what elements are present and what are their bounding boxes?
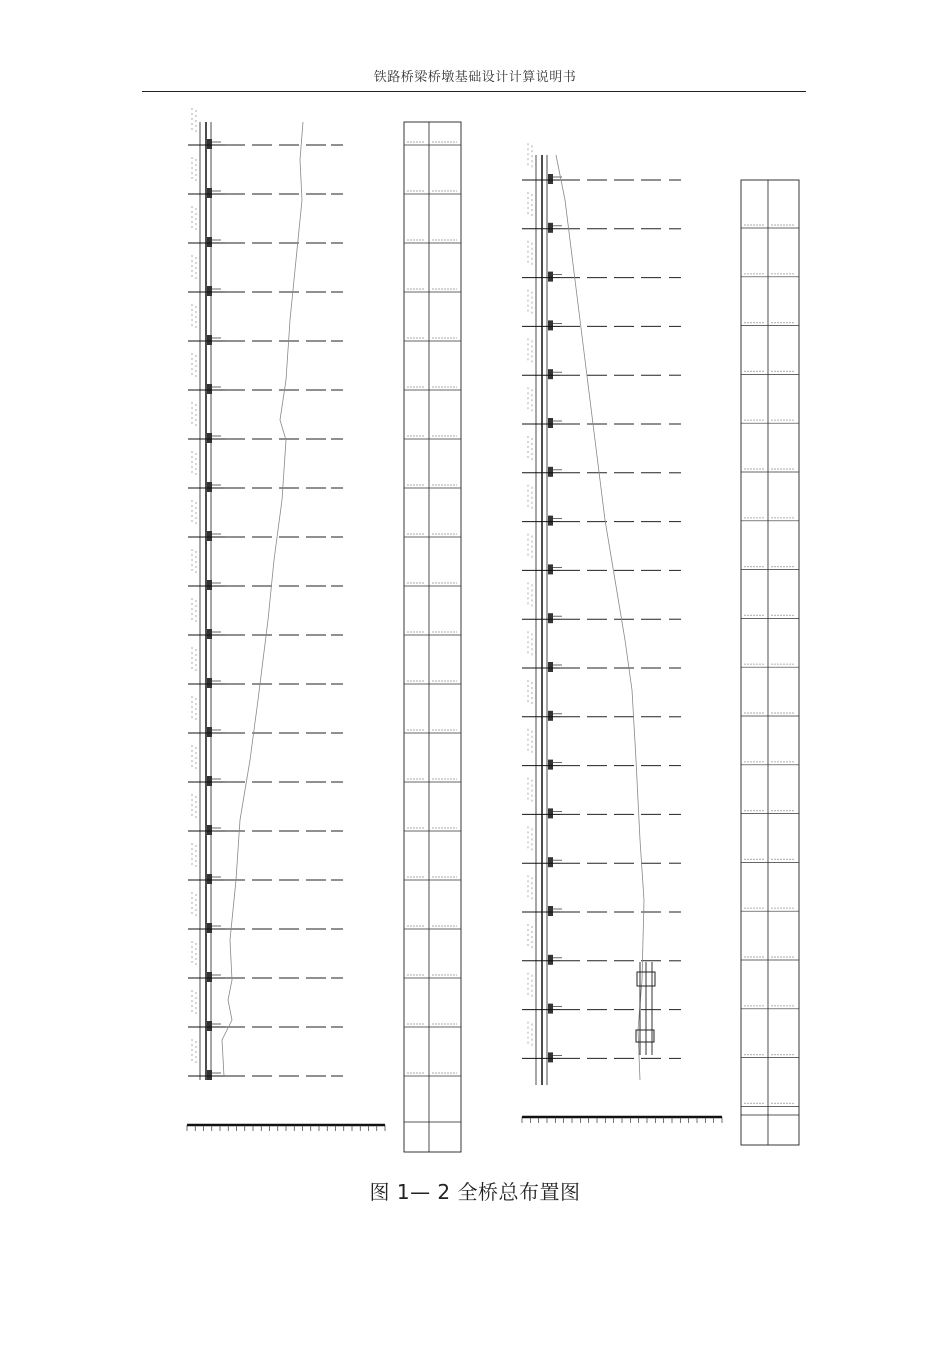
pier-cap (207, 1021, 212, 1031)
pier-cap (207, 776, 212, 786)
pier-cap (207, 139, 212, 149)
pier-cap (207, 972, 212, 982)
pier-cap (548, 808, 553, 818)
pier-cap (548, 857, 553, 867)
pier-cap (207, 1070, 212, 1080)
pier-cap (207, 531, 212, 541)
pier-cap (548, 613, 553, 623)
pier-cap (548, 711, 553, 721)
pier-cap (207, 237, 212, 247)
pier-cap (548, 955, 553, 965)
pier-cap (548, 369, 553, 379)
figure-caption: 图 1— 2 全桥总布置图 (369, 1180, 581, 1204)
pier-cap (207, 678, 212, 688)
pier-cap (207, 482, 212, 492)
pier-cap (207, 825, 212, 835)
pier-cap (548, 1004, 553, 1014)
pier-cap (548, 1052, 553, 1062)
pier-cap (548, 662, 553, 672)
pier-cap (548, 320, 553, 330)
pier-cap (548, 418, 553, 428)
pier-cap (207, 923, 212, 933)
page-header: 铁路桥梁桥墩基础设计计算说明书 (373, 70, 577, 85)
pier-cap (548, 174, 553, 184)
pier-cap (548, 906, 553, 916)
pier-cap (548, 516, 553, 526)
pier-cap (207, 384, 212, 394)
pier-cap (207, 188, 212, 198)
ground-profile-line (556, 155, 644, 1080)
data-table (404, 122, 461, 1152)
pier-cap (207, 286, 212, 296)
right-sheet (522, 143, 799, 1145)
pier-cap (207, 727, 212, 737)
pier-cap (207, 335, 212, 345)
pier-cap (207, 580, 212, 590)
pier-cap (207, 874, 212, 884)
pier-cap (207, 629, 212, 639)
pier-cap (548, 564, 553, 574)
pier-cap (548, 272, 553, 282)
data-table (741, 180, 799, 1145)
pier-cap (548, 467, 553, 477)
ground-profile-line (222, 122, 303, 1076)
left-sheet (187, 108, 461, 1152)
pier-cap (207, 433, 212, 443)
pier-cap (548, 223, 553, 233)
pier-cap (548, 760, 553, 770)
